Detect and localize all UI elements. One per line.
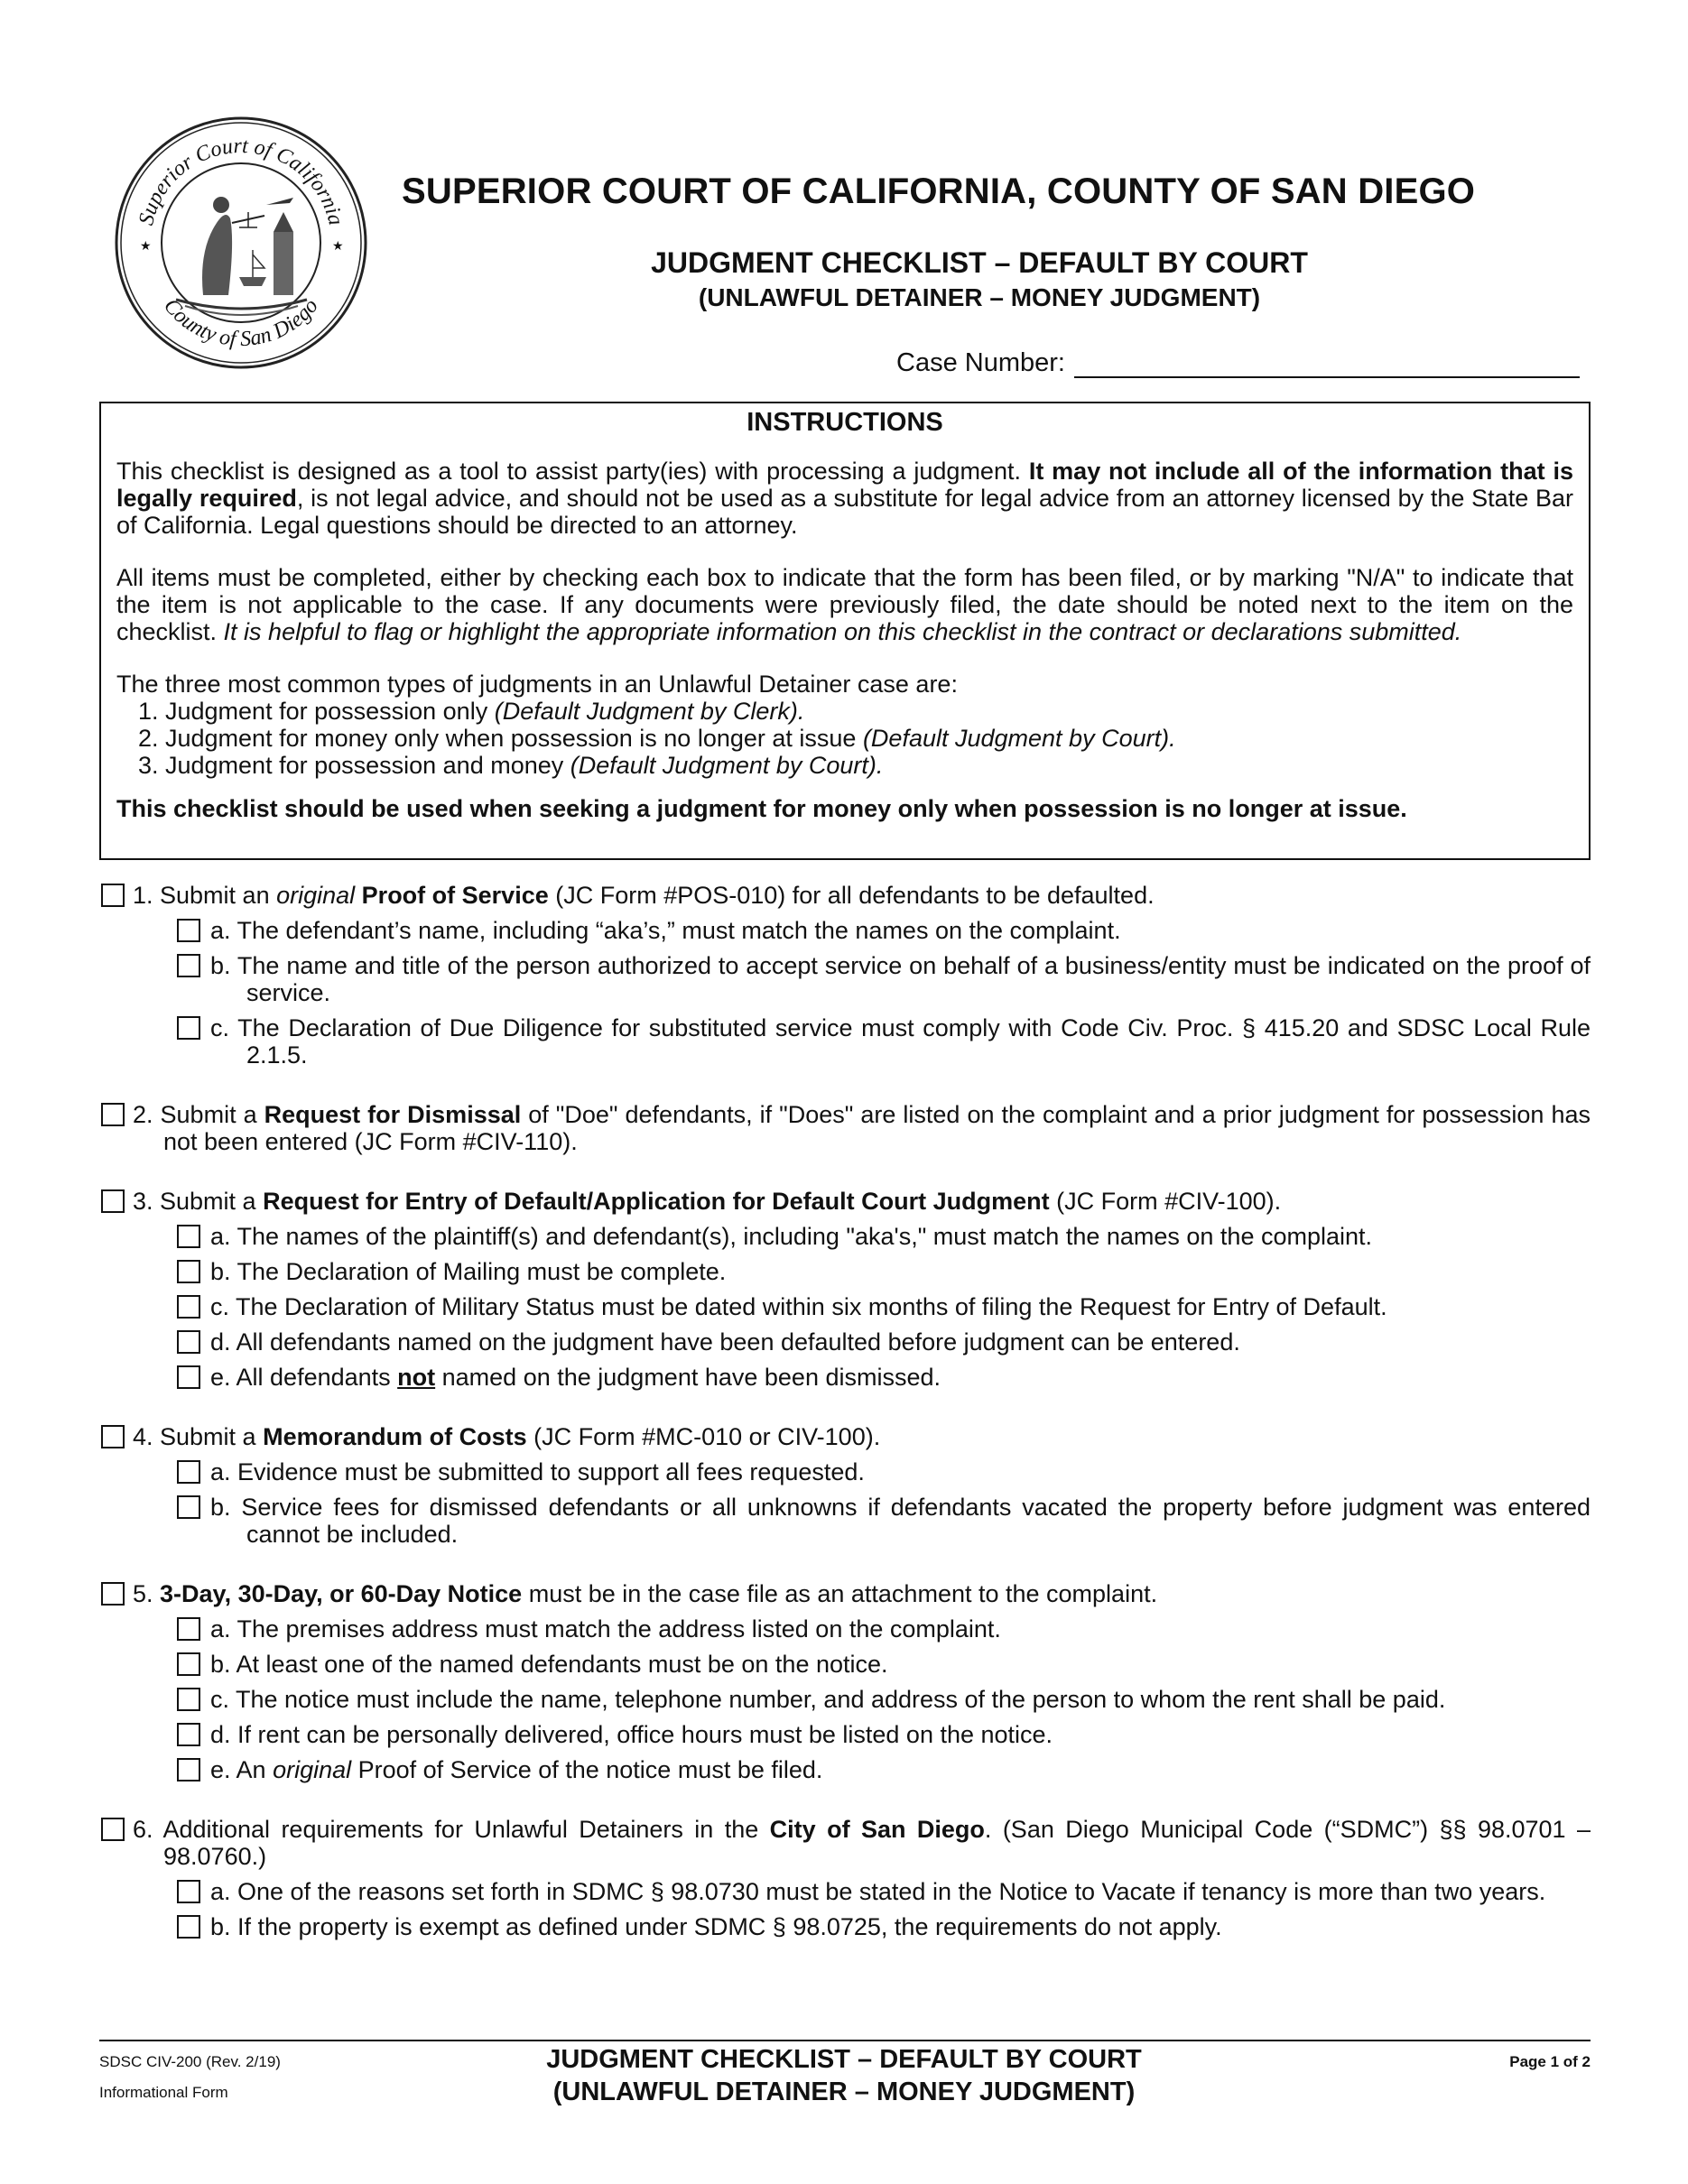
footer-title: JUDGMENT CHECKLIST – DEFAULT BY COURT [546,2045,1142,2074]
checkbox[interactable] [177,1758,200,1781]
checklist-item-5 [99,1580,1591,1783]
item-2-text: 2. Submit a Request for Dismissal of "Doe" defendants, if "Does" are listed on the complaint and a prior judgment for possession has not been entered (JC Form #CIV-110). [133,1101,1591,1155]
list-item [165,752,1573,779]
svg-text:★: ★ [140,238,152,253]
checklist-item-6 [99,1816,1591,1940]
instructions-final-note: This checklist should be used when seeking a judgment for money only when possession is no longer at issue. [116,795,1407,822]
checkbox[interactable] [177,1295,200,1319]
type-text: Judgment for possession only [165,698,495,725]
checkbox[interactable] [101,1189,125,1213]
checkbox[interactable] [177,954,200,977]
item-5d-text: d. If rent can be personally delivered, office hours must be listed on the notice. [210,1721,1053,1748]
checklist-item-4 [99,1423,1591,1548]
checkbox[interactable] [177,1652,200,1676]
judgment-types-list [116,698,1573,779]
item-4b-text: b. Service fees for dismissed defendants or all unknowns if defendants vacated the property before judgment was entered cannot be included. [210,1494,1591,1548]
instructions-paragraph-1 [116,458,1573,539]
item-3a-text: a. The names of the plaintiff(s) and defendant(s), including "aka's," must match the names on the complaint. [210,1223,1373,1250]
item-3b-text: b. The Declaration of Mailing must be complete. [210,1258,727,1285]
court-title: SUPERIOR COURT OF CALIFORNIA, COUNTY OF SAN DIEGO [402,171,1476,211]
checkbox[interactable] [177,1260,200,1283]
checkbox[interactable] [177,1880,200,1903]
checkbox[interactable] [177,1330,200,1354]
type-note: (Default Judgment by Court). [570,752,884,779]
instructions-p1-bold: It may not include all of the information that is legally required [116,458,1573,512]
item-1c-text: c. The Declaration of Due Diligence for substituted service must comply with Code Civ. Proc. § 415.20 and SDSC Local Rule 2.1.5. [210,1014,1591,1069]
checkbox[interactable] [177,1016,200,1040]
checkbox[interactable] [177,1460,200,1484]
checkbox[interactable] [177,1688,200,1711]
checkbox[interactable] [101,1425,125,1448]
checkbox[interactable] [101,1582,125,1606]
checkbox[interactable] [177,1365,200,1389]
item-3e-text: e. All defendants not named on the judgment have been dismissed. [210,1364,941,1391]
checklist-item-2 [99,1101,1591,1155]
footer-page-number: Page 1 of 2 [1509,2053,1591,2070]
checkbox[interactable] [101,884,125,907]
case-number-field[interactable] [1074,349,1580,378]
case-number-row [896,348,1580,378]
checkbox[interactable] [177,1723,200,1746]
type-note: (Default Judgment by Court). [862,725,1176,752]
list-item [165,725,1573,752]
instructions-paragraph-2 [116,564,1573,645]
item-5c-text: c. The notice must include the name, telephone number, and address of the person to whom the rent shall be paid. [210,1686,1446,1713]
item-5b-text: b. At least one of the named defendants must be on the notice. [210,1651,888,1678]
instructions-box [99,402,1591,860]
svg-text:★: ★ [332,238,344,253]
checklist-item-3 [99,1188,1591,1391]
checkbox[interactable] [101,1103,125,1126]
checkbox[interactable] [177,1617,200,1641]
checkbox[interactable] [177,1495,200,1519]
case-number-label: Case Number: [896,348,1065,377]
item-4-text: 4. Submit a Memorandum of Costs (JC Form #MC-010 or CIV-100). [133,1423,881,1450]
type-text: Judgment for money only when possession is no longer at issue [165,725,863,752]
item-6-text: 6. Additional requirements for Unlawful Detainers in the City of San Diego. (San Diego Municipal Code (“SDMC”) §§ 98.0701 – 98.0760.) [133,1816,1591,1870]
item-6b-text: b. If the property is exempt as defined under SDMC § 98.0725, the requirements do not apply. [210,1913,1222,1940]
checkbox[interactable] [177,1225,200,1248]
svg-text:Superior Court of California: Superior Court of California [134,134,348,228]
instructions-heading: INSTRUCTIONS [747,408,943,437]
footer-form-id: SDSC CIV-200 (Rev. 2/19) [99,2053,281,2070]
checkbox[interactable] [101,1818,125,1841]
form-title: JUDGMENT CHECKLIST – DEFAULT BY COURT [651,246,1308,279]
footer-form-type: Informational Form [99,2084,228,2101]
item-3-text: 3. Submit a Request for Entry of Default/Application for Default Court Judgment (JC Form #CIV-100). [133,1188,1282,1215]
item-1b-text: b. The name and title of the person authorized to accept service on behalf of a business/entity must be indicated on the proof of service. [210,952,1591,1006]
type-text: Judgment for possession and money [165,752,570,779]
instructions-p1-text: This checklist is designed as a tool to assist party(ies) with processing a judgment. [116,458,1029,485]
checklist-item-1 [99,882,1591,1069]
form-subtitle: (UNLAWFUL DETAINER – MONEY JUDGMENT) [698,283,1261,311]
item-5-text: 5. 3-Day, 30-Day, or 60-Day Notice must be in the case file as an attachment to the complaint. [133,1580,1158,1607]
list-item [165,698,1573,725]
item-5e-text: e. An original Proof of Service of the notice must be filed. [210,1756,823,1783]
checkbox[interactable] [177,919,200,942]
type-note: (Default Judgment by Clerk). [494,698,805,725]
checkbox[interactable] [177,1915,200,1939]
item-1a-text: a. The defendant’s name, including “aka’s,” must match the names on the complaint. [210,917,1121,944]
footer-subtitle: (UNLAWFUL DETAINER – MONEY JUDGMENT) [552,2078,1136,2106]
court-seal-logo [113,115,370,372]
footer-divider [99,2040,1591,2041]
instructions-p2-text: All items must be completed, either by checking each box to indicate that the form has been filed, or by marking "N/A" to indicate that the item is not applicable to the case. If any documents were previously filed, the date should be noted next to the item on the checklist. [116,564,1573,645]
item-1-text: 1. Submit an original Proof of Service (JC Form #POS-010) for all defendants to be defaulted. [133,882,1155,909]
item-6a-text: a. One of the reasons set forth in SDMC § 98.0730 must be stated in the Notice to Vacate if tenancy is more than two years. [210,1878,1546,1905]
item-3c-text: c. The Declaration of Military Status must be dated within six months of filing the Request for Entry of Default. [210,1293,1387,1320]
instructions-p2-italic: It is helpful to flag or highlight the appropriate information on this checklist in the contract or declarations submitted. [223,618,1462,645]
svg-text:County of San Diego: County of San Diego [159,294,323,352]
item-5a-text: a. The premises address must match the address listed on the complaint. [210,1615,1001,1643]
item-4a-text: a. Evidence must be submitted to support all fees requested. [210,1458,865,1485]
checklist [99,882,1591,1940]
instructions-p1-text-end: , is not legal advice, and should not be used as a substitute for legal advice from an attorney licensed by the State Bar of California. Legal questions should be directed to an attorney. [116,485,1573,539]
item-3d-text: d. All defendants named on the judgment have been defaulted before judgment can be entered. [210,1328,1240,1356]
instructions-paragraph-3: The three most common types of judgments in an Unlawful Detainer case are: [116,671,958,698]
